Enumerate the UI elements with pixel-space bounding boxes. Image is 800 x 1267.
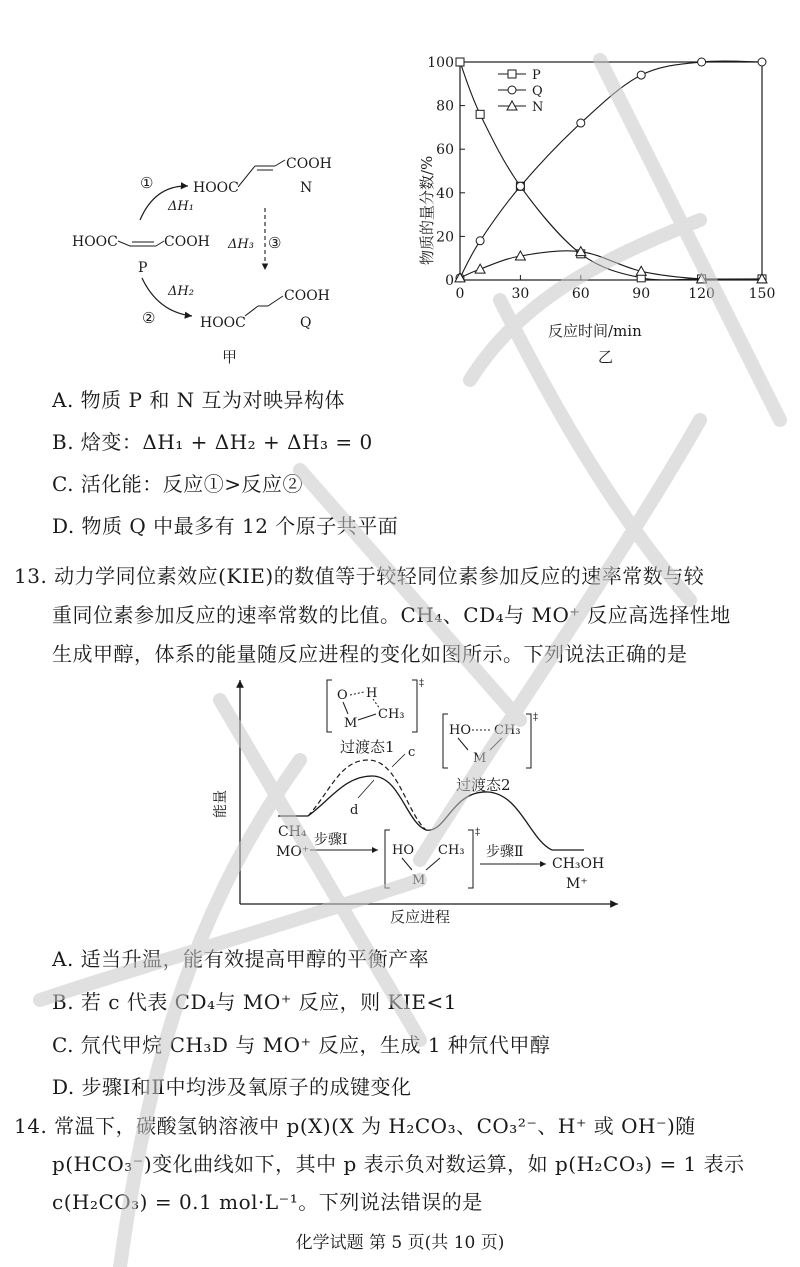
dh3-label: ΔH₃ xyxy=(228,237,254,252)
curve-d-label: d xyxy=(350,803,359,818)
y-tick-label: 20 xyxy=(436,229,454,246)
q13-option-d: D. 步骤Ⅰ和Ⅱ中均涉及氧原子的成键变化 xyxy=(52,1075,412,1099)
q-hooc: HOOC xyxy=(200,315,246,331)
energy-diagram xyxy=(200,672,630,930)
y-tick-label: 40 xyxy=(436,185,454,202)
q12-option-c: C. 活化能：反应①>反应② xyxy=(52,472,304,496)
int-dagger: ‡ xyxy=(475,827,480,838)
data-point-Q xyxy=(637,71,645,79)
n-label: N xyxy=(300,180,313,196)
legend-label-P: P xyxy=(532,68,541,83)
energy-ylabel: 能量 xyxy=(213,790,229,818)
q-cooh: COOH xyxy=(284,288,330,304)
q13-stem-line2: 重同位素参加反应的速率常数的比值。CH₄、CD₄与 MO⁺ 反应高选择性地 xyxy=(52,603,731,627)
int-ch3: CH₃ xyxy=(438,843,465,858)
q12-option-b: B. 焓变：ΔH₁ + ΔH₂ + ΔH₃ = 0 xyxy=(52,430,373,454)
step2-label: ② xyxy=(142,309,156,327)
p-label: P xyxy=(138,260,148,276)
data-point-P xyxy=(456,58,464,66)
x-tick-label: 30 xyxy=(511,286,530,302)
product-ch3oh: CH₃OH xyxy=(552,856,605,872)
p-cooh: COOH xyxy=(164,234,210,250)
q13-option-c: C. 氘代甲烷 CH₃D 与 MO⁺ 反应，生成 1 种氘代甲醇 xyxy=(52,1033,551,1057)
chart-xlabel: 反应时间/min xyxy=(548,322,642,340)
ts2-ho: HO xyxy=(449,723,471,738)
int-ho: HO xyxy=(392,843,414,858)
q12-option-d: D. 物质 Q 中最多有 12 个原子共平面 xyxy=(52,514,399,538)
q13-option-b: B. 若 c 代表 CD₄与 MO⁺ 反应，则 KIE<1 xyxy=(52,990,457,1014)
data-point-Q xyxy=(516,182,524,190)
step1-label: 步骤Ⅰ xyxy=(314,832,348,848)
product-m: M⁺ xyxy=(566,876,588,892)
ts1-dagger: ‡ xyxy=(419,678,424,689)
y-tick-label: 100 xyxy=(427,55,454,71)
ts1-m: M xyxy=(344,716,358,731)
q12-option-a: A. 物质 P 和 N 互为对映异构体 xyxy=(52,388,346,412)
ts1-h: H xyxy=(366,686,378,701)
ts2-label: 过渡态2 xyxy=(456,776,511,794)
step3-label: ③ xyxy=(268,234,282,252)
legend-label-N: N xyxy=(532,100,544,115)
figure-yi-chart xyxy=(400,40,780,380)
ts1-label: 过渡态1 xyxy=(340,738,395,756)
y-tick-label: 80 xyxy=(436,98,454,115)
figure-jia-label: 甲 xyxy=(222,348,238,366)
data-point-P xyxy=(476,110,484,118)
q13-stem-line1: 13. 动力学同位素效应(KIE)的数值等于较轻同位素参加反应的速率常数与较 xyxy=(14,564,705,588)
ts1-o: O xyxy=(337,688,348,703)
chart-plot-area xyxy=(427,55,775,302)
ts2-m: M xyxy=(473,751,487,766)
legend-marker-Q xyxy=(508,86,516,94)
p-hooc: HOOC xyxy=(72,234,118,250)
data-point-N xyxy=(475,264,485,273)
q13-option-a: A. 适当升温，能有效提高甲醇的平衡产率 xyxy=(52,947,430,971)
x-tick-label: 60 xyxy=(571,286,590,302)
q14-stem-line1: 14. 常温下，碳酸氢钠溶液中 p(X)(X 为 H₂CO₃、CO₃²⁻、H⁺ 或 OH⁻)随 xyxy=(14,1114,696,1138)
step2-label: 步骤Ⅱ xyxy=(486,844,524,860)
y-tick-label: 0 xyxy=(445,273,454,289)
page-footer: 化学试题 第 5 页(共 10 页) xyxy=(295,1233,505,1253)
ts2-dagger: ‡ xyxy=(533,712,538,723)
step1-label: ① xyxy=(140,174,154,192)
series-line-N xyxy=(460,251,762,280)
chart-ylabel: 物质的量分数/% xyxy=(418,155,436,265)
ts2-ch3: CH₃ xyxy=(494,723,521,738)
q13-stem-line3: 生成甲醇，体系的能量随反应进程的变化如图所示。下列说法正确的是 xyxy=(52,642,688,666)
ts1-ch3: CH₃ xyxy=(378,707,405,722)
n-hooc: HOOC xyxy=(193,180,239,196)
chart-frame xyxy=(460,62,762,280)
x-tick-label: 90 xyxy=(632,286,651,302)
x-tick-label: 150 xyxy=(748,286,776,302)
data-point-Q xyxy=(476,237,484,245)
series-line-P xyxy=(460,62,762,280)
n-cooh: COOH xyxy=(286,156,332,172)
q14-stem-line2: p(HCO₃⁻)变化曲线如下，其中 p 表示负对数运算，如 p(H₂CO₃) = 1 表示 xyxy=(52,1152,745,1176)
x-tick-label: 0 xyxy=(455,286,465,302)
reactant-mo: MO⁺ xyxy=(276,844,310,860)
dh2-label: ΔH₂ xyxy=(168,284,194,299)
curve-c-label: c xyxy=(408,745,416,760)
data-point-Q xyxy=(758,58,766,66)
chart-panel-label: 乙 xyxy=(598,348,614,366)
data-point-Q xyxy=(698,58,706,66)
q14-stem-line3: c(H₂CO₃) = 0.1 mol·L⁻¹。下列说法错误的是 xyxy=(52,1190,483,1214)
data-point-Q xyxy=(577,119,585,127)
series-line-Q xyxy=(460,61,762,278)
y-tick-label: 60 xyxy=(436,142,454,159)
dh1-label: ΔH₁ xyxy=(168,199,194,214)
legend-marker-P xyxy=(508,70,516,78)
x-tick-label: 120 xyxy=(688,286,715,302)
q-label: Q xyxy=(300,315,312,331)
figure-jia xyxy=(60,130,380,370)
legend-label-Q: Q xyxy=(532,84,543,99)
int-m: M xyxy=(412,873,426,888)
energy-xlabel: 反应进程 xyxy=(390,908,451,926)
reactant-ch4: CH₄ xyxy=(278,824,307,840)
